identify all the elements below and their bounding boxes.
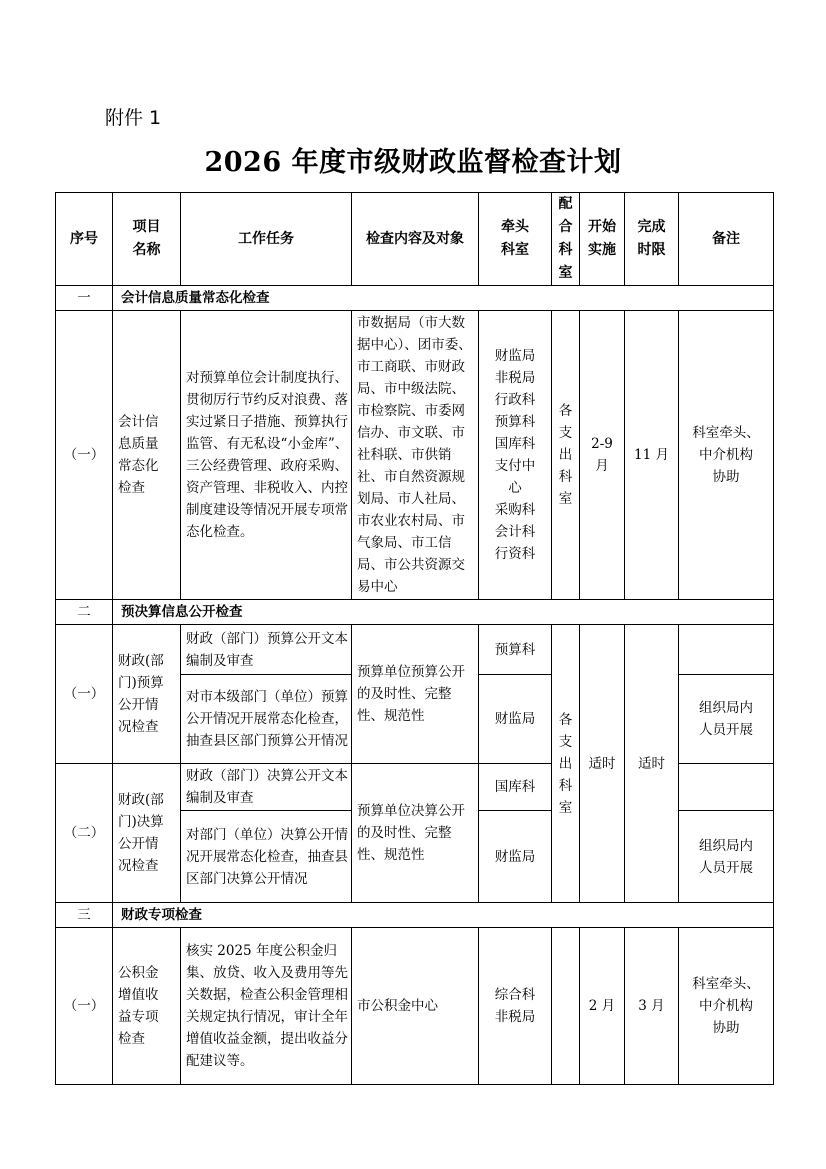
- section-title: 财政专项检查: [113, 903, 774, 928]
- row-lead: 综合科 非税局: [479, 928, 552, 1085]
- section-title: 预决算信息公开检查: [113, 600, 774, 625]
- section-seq: 三: [56, 903, 113, 928]
- row-content: 市公积金中心: [352, 928, 479, 1085]
- table-row: [56, 311, 774, 600]
- row-task: 核实 2025 年度公积金归集、放贷、收入及费用等先关数据，检查公积金管理相关规定执行情况，审计全年增值收益金额，提出收益分配建议等。: [181, 928, 352, 1085]
- row-seq: （二）: [56, 764, 113, 903]
- header-coop: 配 合 科 室: [552, 193, 580, 286]
- document-title: 2026 年度市级财政监督检查计划: [204, 147, 622, 178]
- row-content: 预算单位决算公开的及时性、完整性、规范性: [352, 764, 479, 903]
- row-task: 对部门（单位）决算公开情况开展常态化检查，抽查县区部门决算公开情况: [181, 811, 352, 903]
- inspection-plan-table: [55, 192, 774, 1085]
- table-header-row: [56, 193, 774, 286]
- row-project: 财政(部 门)决算 公开情 况检查: [113, 764, 181, 903]
- row-content: 预算单位预算公开的及时性、完整性、规范性: [352, 625, 479, 764]
- section-title: 会计信息质量常态化检查: [113, 286, 774, 311]
- row-coop: [552, 928, 580, 1085]
- row-content: 市数据局（市大数据中心）、团市委、市工商联、市财政局、市中级法院、市检察院、市委网信办、市文联、市社科联、市供销社、市自然资源规划局、市人社局、市农业农村局、市气象局、市工信局、市公共资源交易中心: [352, 311, 479, 600]
- row-coop: 各 支 出 科 室: [552, 311, 580, 600]
- row-seq: （一）: [56, 928, 113, 1085]
- row-remark: 组织局内 人员开展: [679, 675, 774, 764]
- row-lead: 财监局: [479, 675, 552, 764]
- table-row: [56, 928, 774, 1085]
- row-remark: 科室牵头、 中介机构 协助: [679, 928, 774, 1085]
- header-content: 检查内容及对象: [352, 193, 479, 286]
- row-project: 会计信 息质量 常态化 检查: [113, 311, 181, 600]
- row-remark: [679, 625, 774, 675]
- header-start: 开始 实施: [580, 193, 625, 286]
- row-deadline: 11 月: [625, 311, 679, 600]
- row-start: 2 月: [580, 928, 625, 1085]
- section-row: [56, 286, 774, 311]
- row-seq: （一）: [56, 311, 113, 600]
- header-project: 项目 名称: [113, 193, 181, 286]
- row-task: 对预算单位会计制度执行、贯彻厉行节约反对浪费、落实过紧日子措施、预算执行监管、有无私设“小金库”、三公经费管理、政府采购、资产管理、非税收入、内控制度建设等情况开展专项常态化检查。: [181, 311, 352, 600]
- section-seq: 一: [56, 286, 113, 311]
- row-task: 财政（部门）决算公开文本编制及审查: [181, 764, 352, 811]
- header-remark: 备注: [679, 193, 774, 286]
- section-seq: 二: [56, 600, 113, 625]
- header-deadline: 完成 时限: [625, 193, 679, 286]
- row-project: 财政(部 门)预算 公开情 况检查: [113, 625, 181, 764]
- header-lead: 牵头 科室: [479, 193, 552, 286]
- row-start: 2-9 月: [580, 311, 625, 600]
- row-coop: 各 支 出 科 室: [552, 625, 580, 903]
- row-remark: [679, 764, 774, 811]
- row-deadline: 适时: [625, 625, 679, 903]
- row-lead: 国库科: [479, 764, 552, 811]
- row-task: 对市本级部门（单位）预算公开情况开展常态化检查，抽查县区部门预算公开情况: [181, 675, 352, 764]
- row-lead: 财监局 非税局 行政科 预算科 国库科 支付中 心 采购科 会计科 行资科: [479, 311, 552, 600]
- row-lead: 预算科: [479, 625, 552, 675]
- section-row: [56, 903, 774, 928]
- table-row: [56, 625, 774, 675]
- row-start: 适时: [580, 625, 625, 903]
- row-remark: 组织局内 人员开展: [679, 811, 774, 903]
- row-project: 公积金 增值收 益专项 检查: [113, 928, 181, 1085]
- header-seq: 序号: [56, 193, 113, 286]
- row-remark: 科室牵头、 中介机构 协助: [679, 311, 774, 600]
- row-seq: （一）: [56, 625, 113, 764]
- attachment-label: 附件 1: [105, 107, 162, 129]
- header-task: 工作任务: [181, 193, 352, 286]
- row-lead: 财监局: [479, 811, 552, 903]
- row-task: 财政（部门）预算公开文本编制及审查: [181, 625, 352, 675]
- row-deadline: 3 月: [625, 928, 679, 1085]
- section-row: [56, 600, 774, 625]
